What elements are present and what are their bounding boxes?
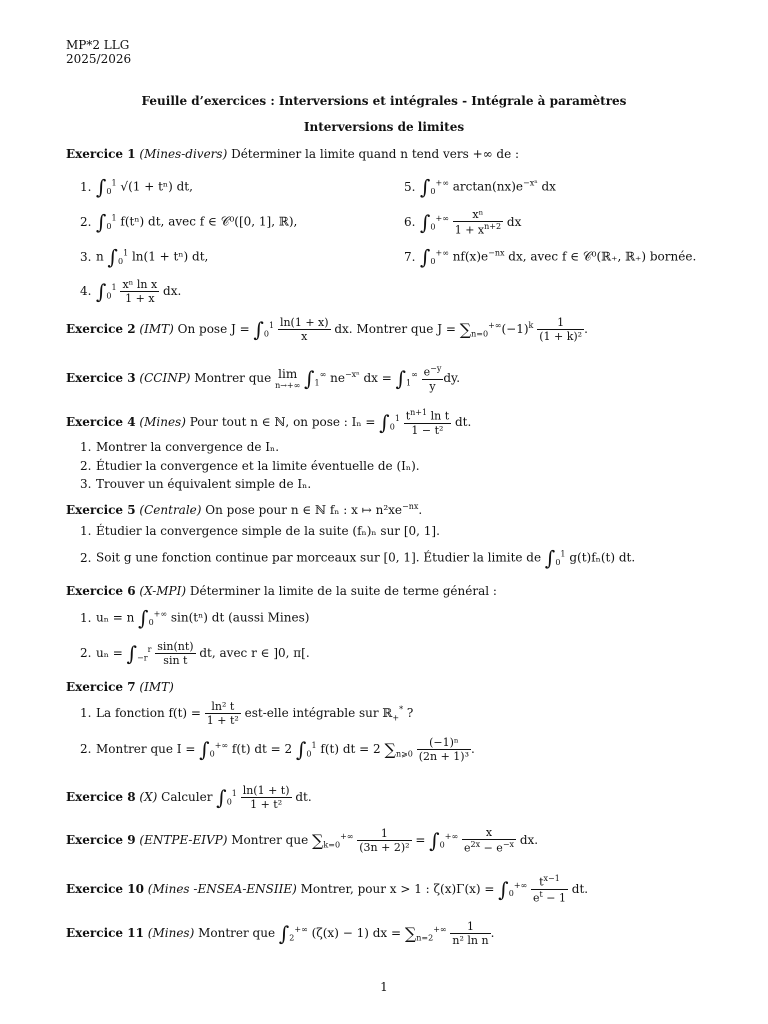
exercise-5: Exercice 5 (Centrale) On pose pour n ∈ ℕ fₙ : x ↦ $n^2xe^{-nx}$. — [66, 502, 423, 517]
exercise-10: Exercice 10 (Mines -ENSEA-ENSIIE) Montrer, pour x > 1 : $\zeta(x)\Gamma(x) = \int_0^{+\infty}$ $\frac{t^{x-1}}{e^t - 1}$ dt. — [66, 874, 589, 905]
exercise-4: Exercice 4 (Mines) Pour tout n ∈ ℕ, on pose : $I_n = \int_0^1$ $\frac{t^{n+1} \ln t}{\text{1 − t²}}$ dt. — [66, 408, 472, 437]
exercise-label: Exercice 4 — [66, 415, 136, 430]
item-text: Étudier la convergence simple de la suite (fₙ)ₙ sur [0, 1]. — [96, 524, 440, 538]
document-title: Feuille d’exercices : Interversions et intégrales - Intégrale à paramètres — [141, 94, 627, 108]
section-title: Interversions de limites — [303, 120, 465, 134]
exercise-3: Exercice 3 (CCINP) Montrer que lim n→+∞ $\int_1^\infty$ $ne^{-x^n}$ dx = $\int_1^\infty$ $\frac{e^{-y}}{y}$ dy. — [66, 364, 461, 393]
ex1-item-2: 2. $\int_0^1$ f(tⁿ) dt, avec f ∈ 𝒞⁰([0, 1], ℝ), — [80, 210, 298, 234]
exercise-source: (IMT) — [139, 322, 174, 337]
ex1-item-3: 3. n $\int_0^1$ ln(1 + tⁿ) dt, — [80, 245, 209, 269]
ex4-item-1: 1. Montrer la convergence de Iₙ. — [80, 440, 280, 454]
header-class: MP*2 LLG — [66, 38, 130, 52]
exercise-label: Exercice 5 — [66, 503, 136, 517]
ex1-item-6: 6. $\int_0^{+\infty}$ $\frac{\text{xⁿ}}{1 + x^{n+2}}$ dx — [404, 208, 522, 237]
exercise-source: (IMT) — [139, 680, 174, 694]
ex1-item-7: 7. $\int_0^{+\infty}$ $nf(x)e^{-nx}$ dx, avec f ∈ 𝒞⁰(ℝ₊, ℝ₊) bornée. — [404, 245, 697, 269]
exercise-source: (Mines) — [139, 415, 186, 430]
exercise-11: Exercice 11 (Mines) Montrer que $\int_2^{+\infty}$ (ζ(x) − 1) dx = $\sum_{n=2}^{+\infty}$ $\frac{1}{\text{n² ln n}}$ . — [66, 920, 495, 948]
exercise-source: (Mines-divers) — [139, 147, 228, 161]
ex1-item-5: 5. $\int_0^{+\infty}$ $\arctan(nx)e^{-x^n}$ dx — [404, 175, 556, 199]
exercise-7-heading — [66, 680, 174, 694]
exercise-1-heading — [66, 147, 519, 161]
exercise-label: Exercice 11 — [66, 926, 144, 941]
item-text: Trouver un équivalent simple de Iₙ. — [96, 477, 312, 491]
ex6-item-2: 2. $u_n = \int_{-r}^r$ $\frac{\sin(nt)}{\text{sin t}}$ dt, avec r ∈ ]0, π[. — [80, 640, 310, 668]
exercise-label: Exercice 2 — [66, 322, 136, 337]
ex5-item-1: 1. Étudier la convergence simple de la suite (fₙ)ₙ sur [0, 1]. — [80, 524, 440, 538]
header-year: 2025/2026 — [66, 52, 132, 66]
ex4-item-3: 3. Trouver un équivalent simple de Iₙ. — [80, 477, 312, 491]
ex7-item-1: 1. La fonction f(t) = $\frac{\text{ln² t}}{\text{1 + t²}}$ est-elle intégrable sur ℝ$_+$* ? — [80, 700, 414, 728]
exercise-2: Exercice 2 (IMT) On pose $J = \int_0^1$ $\frac{\ln(1 + x)}{x}$ dx. Montrer que $J = \sum_{n=0}^{+\infty}(-1)^k$ $\frac{1}{\text{(1 + k)²}}$ . — [66, 316, 588, 344]
ex6-item-1: 1. uₙ = n $\int_0^{+\infty}$ sin(tⁿ) dt (aussi Mines) — [80, 606, 310, 630]
exercise-source: (Centrale) — [139, 503, 202, 517]
exercise-source: (X) — [139, 790, 158, 805]
exercise-8: Exercice 8 (X) Calculer $\int_0^1$ $\frac{\ln(1 + t)}{\text{1 + t²}}$ dt. — [66, 784, 312, 812]
exercise-label: Exercice 10 — [66, 881, 144, 896]
exercise-source: (ENTPE-EIVP) — [139, 833, 228, 848]
exercise-label: Exercice 9 — [66, 833, 136, 848]
item-text: Étudier la convergence et la limite éventuelle de (Iₙ). — [96, 459, 420, 473]
exercise-source: (Mines) — [147, 926, 195, 941]
exercise-label: Exercice 6 — [66, 584, 136, 598]
exercise-source: (X-MPI) — [139, 584, 187, 598]
exercise-label: Exercice 1 — [66, 147, 136, 161]
exercise-source: (CCINP) — [139, 371, 191, 386]
exercise-source: (Mines -ENSEA-ENSIIE) — [147, 881, 297, 896]
ex4-item-2: 2. Étudier la convergence et la limite éventuelle de (Iₙ). — [80, 459, 420, 473]
exercise-text: Déterminer la limite de la suite de terme général : — [189, 584, 497, 598]
exercise-label: Exercice 7 — [66, 680, 136, 694]
ex5-item-2: 2. Soit g une fonction continue par morceaux sur [0, 1]. Étudier la limite de $\int_0^1$ g(t)fₙ(t) dt. — [80, 546, 636, 570]
ex7-item-2: 2. Montrer que $I = \int_0^{+\infty}$ f(t) dt = 2 $\int_0^1$ f(t) dt = 2 $\sum_{n⩾0}$ $\frac{\text{(−1)ⁿ}}{\text{(2n + 1)³}}$ . — [80, 736, 475, 764]
item-text: Montrer la convergence de Iₙ. — [96, 440, 280, 454]
exercise-6-heading — [66, 584, 497, 598]
exercise-text: Déterminer la limite quand n tend vers +∞ de : — [231, 147, 520, 161]
ex1-item-4: 4. $\int_0^1$ $\frac{\text{xⁿ ln x}}{1 + x}$ dx. — [80, 278, 182, 306]
ex1-item-1: 1. $\int_0^1$ √(1 + tⁿ) dt, — [80, 175, 193, 199]
page-number: 1 — [380, 980, 388, 994]
exercise-label: Exercice 3 — [66, 371, 136, 386]
exercise-9: Exercice 9 (ENTPE-EIVP) Montrer que $\sum_{k=0}^{+\infty}$ $\frac{1}{\text{(3n + 2)²}}$ = $\int_0^{+\infty}$ $\frac{x}{e^{2x} - e^{-x}}$ dx. — [66, 826, 539, 855]
exercise-label: Exercice 8 — [66, 790, 136, 805]
